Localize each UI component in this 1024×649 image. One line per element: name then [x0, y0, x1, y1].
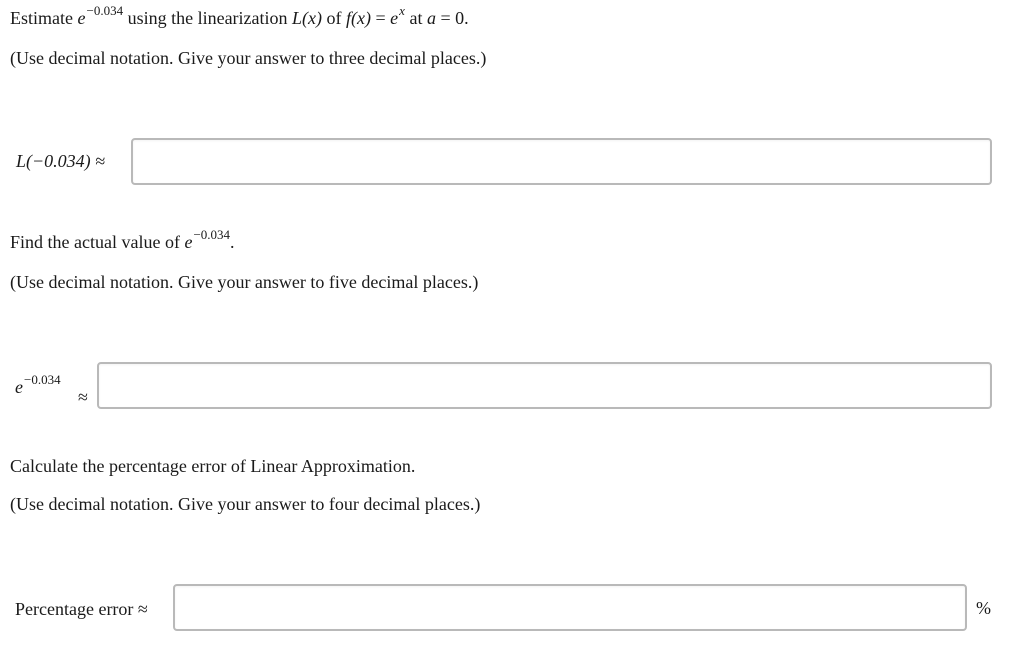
- q2-answer-input[interactable]: [97, 362, 992, 409]
- q1-mid-text: using the linearization: [127, 8, 288, 28]
- q2-answer-base: e: [15, 377, 23, 397]
- q3-answer-label: Percentage error ≈: [15, 599, 148, 619]
- q2-approx-symbol: ≈: [78, 387, 88, 407]
- q1-ex-base: e: [390, 8, 399, 28]
- q3-percent-unit: %: [976, 598, 991, 618]
- q1-ex-exp: x: [399, 3, 405, 18]
- q2-exponent: −0.034: [193, 227, 231, 242]
- q1-equals: =: [375, 8, 386, 28]
- q3-prompt: Calculate the percentage error of Linear Approximation.: [10, 456, 416, 476]
- q2-answer-label: [15, 372, 61, 400]
- q3-instruction: (Use decimal notation. Give your answer to four decimal places.): [10, 494, 481, 514]
- q3-answer-input[interactable]: [173, 584, 967, 631]
- q1-prompt: [10, 3, 469, 31]
- q2-instruction: (Use decimal notation. Give your answer to five decimal places.): [10, 272, 479, 292]
- q1-answer-input[interactable]: [131, 138, 992, 185]
- q1-instruction: (Use decimal notation. Give your answer to three decimal places.): [10, 48, 487, 68]
- q1-a-expr: a: [426, 8, 436, 28]
- q1-of-word: of: [326, 8, 342, 28]
- q2-prompt: [10, 227, 235, 255]
- q1-L-expr: L(x): [292, 8, 323, 28]
- q1-e: e: [77, 8, 86, 28]
- q1-a-value: = 0.: [440, 8, 469, 28]
- q1-answer-label: L(−0.034) ≈: [16, 151, 106, 171]
- q1-at-word: at: [409, 8, 423, 28]
- q1-f-expr: f(x): [346, 8, 372, 28]
- q2-prompt-text: Find the actual value of: [10, 232, 180, 252]
- q1-exponent: −0.034: [86, 3, 124, 18]
- q2-answer-exponent: −0.034: [24, 372, 61, 387]
- q1-estimate-word: Estimate: [10, 8, 73, 28]
- q2-e: e: [184, 232, 193, 252]
- q2-period: .: [230, 232, 235, 252]
